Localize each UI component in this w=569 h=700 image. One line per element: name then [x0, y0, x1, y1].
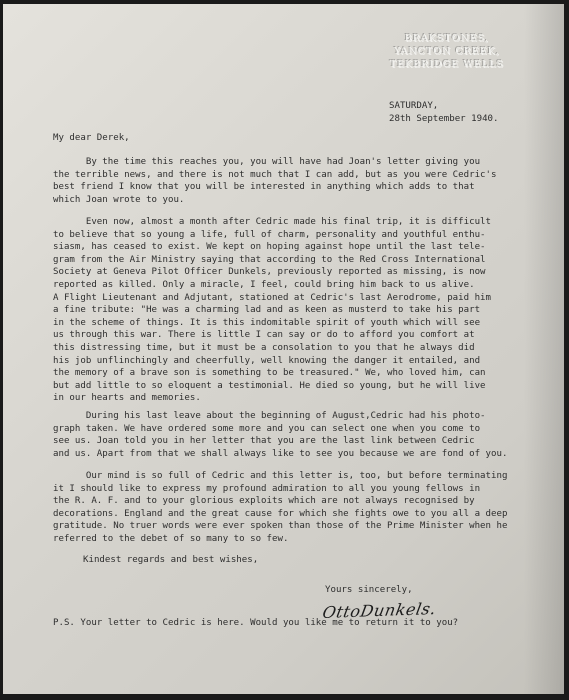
paragraph-3: During his last leave about the beginning of August,Cedric had his photo- graph taken. We have ordered some more and you can select one when you come to see us. Joan told you in her letter that you are the last link between Cedric and us. Apart from that we shall always like to see you because we are fond of you. [53, 411, 508, 459]
letterhead-line-2: YANCTON CREEK, [393, 46, 500, 57]
letter-page [3, 4, 564, 694]
paper-edge-shadow [524, 4, 564, 694]
closing-sincerely: Yours sincerely, [325, 585, 413, 595]
postscript: P.S. Your letter to Cedric is here. Would you like me to return it to you? [53, 618, 459, 628]
date-full: 28th September 1940. [389, 113, 499, 124]
letter-date [389, 100, 499, 125]
paragraph-4: Our mind is so full of Cedric and this letter is, too, but before terminating it I should like to express my profound admiration to all you young fellows in the R. A. F. and to your glorious exploits which are not always recognised by decorations. England and the great cause for which she fights owe to you all a deep gratitude. No truer words were ever spoken than those of the Prime Minister when he referred to the debet of so many to so few. [53, 471, 508, 544]
letterhead-line-1: BRAKSTONES, [404, 33, 489, 44]
closing-regards: Kindest regards and best wishes, [83, 555, 259, 565]
handwritten-signature: OttoDunkels. [321, 599, 438, 622]
salutation: My dear Derek, [53, 133, 130, 143]
paragraph-2: Even now, almost a month after Cedric made his final trip, it is difficult to believe that so young a life, full of charm, personality and youthful enthu- siasm, has ceased to exist. We kept on hoping against hope until the last tele- gram from the Air Ministry saying that according to the Red Cross International Society at Geneva Pilot Officer Dunkels, previously reported as missing, is now reported as killed. Only a miracle, I feel, could bring him back to us alive. A Flight Lieutenant and Adjutant, stationed at Cedric's last Aerodrome, paid him a fine tribute: "He was a charming lad and as keen as musterd to take his part in the scheme of things. It is this indomitable spirit of youth which will see us through this war. There is little I can say or do to afford you comfort at this distressing time, but it must be a consolation to you that he always did his job unflinchingly and cheerfully, well knowing the danger it entailed, and the memory of a brave son is something to be treasured." We, who loved him, can but add little to so eloquent a testimonial. He died so young, but he will live in our hearts and memories. [53, 217, 491, 404]
embossed-letterhead [390, 32, 504, 71]
letterhead-line-3: TEKBRIDGE WELLS [389, 59, 504, 70]
paragraph-1: By the time this reaches you, you will have had Joan's letter giving you the terrible news, and there is not much that I can add, but as you were Cedric's best friend I know that you will be interested in anything which adds to that which Joan wrote to you. [53, 157, 497, 205]
date-day: SATURDAY, [389, 101, 439, 111]
